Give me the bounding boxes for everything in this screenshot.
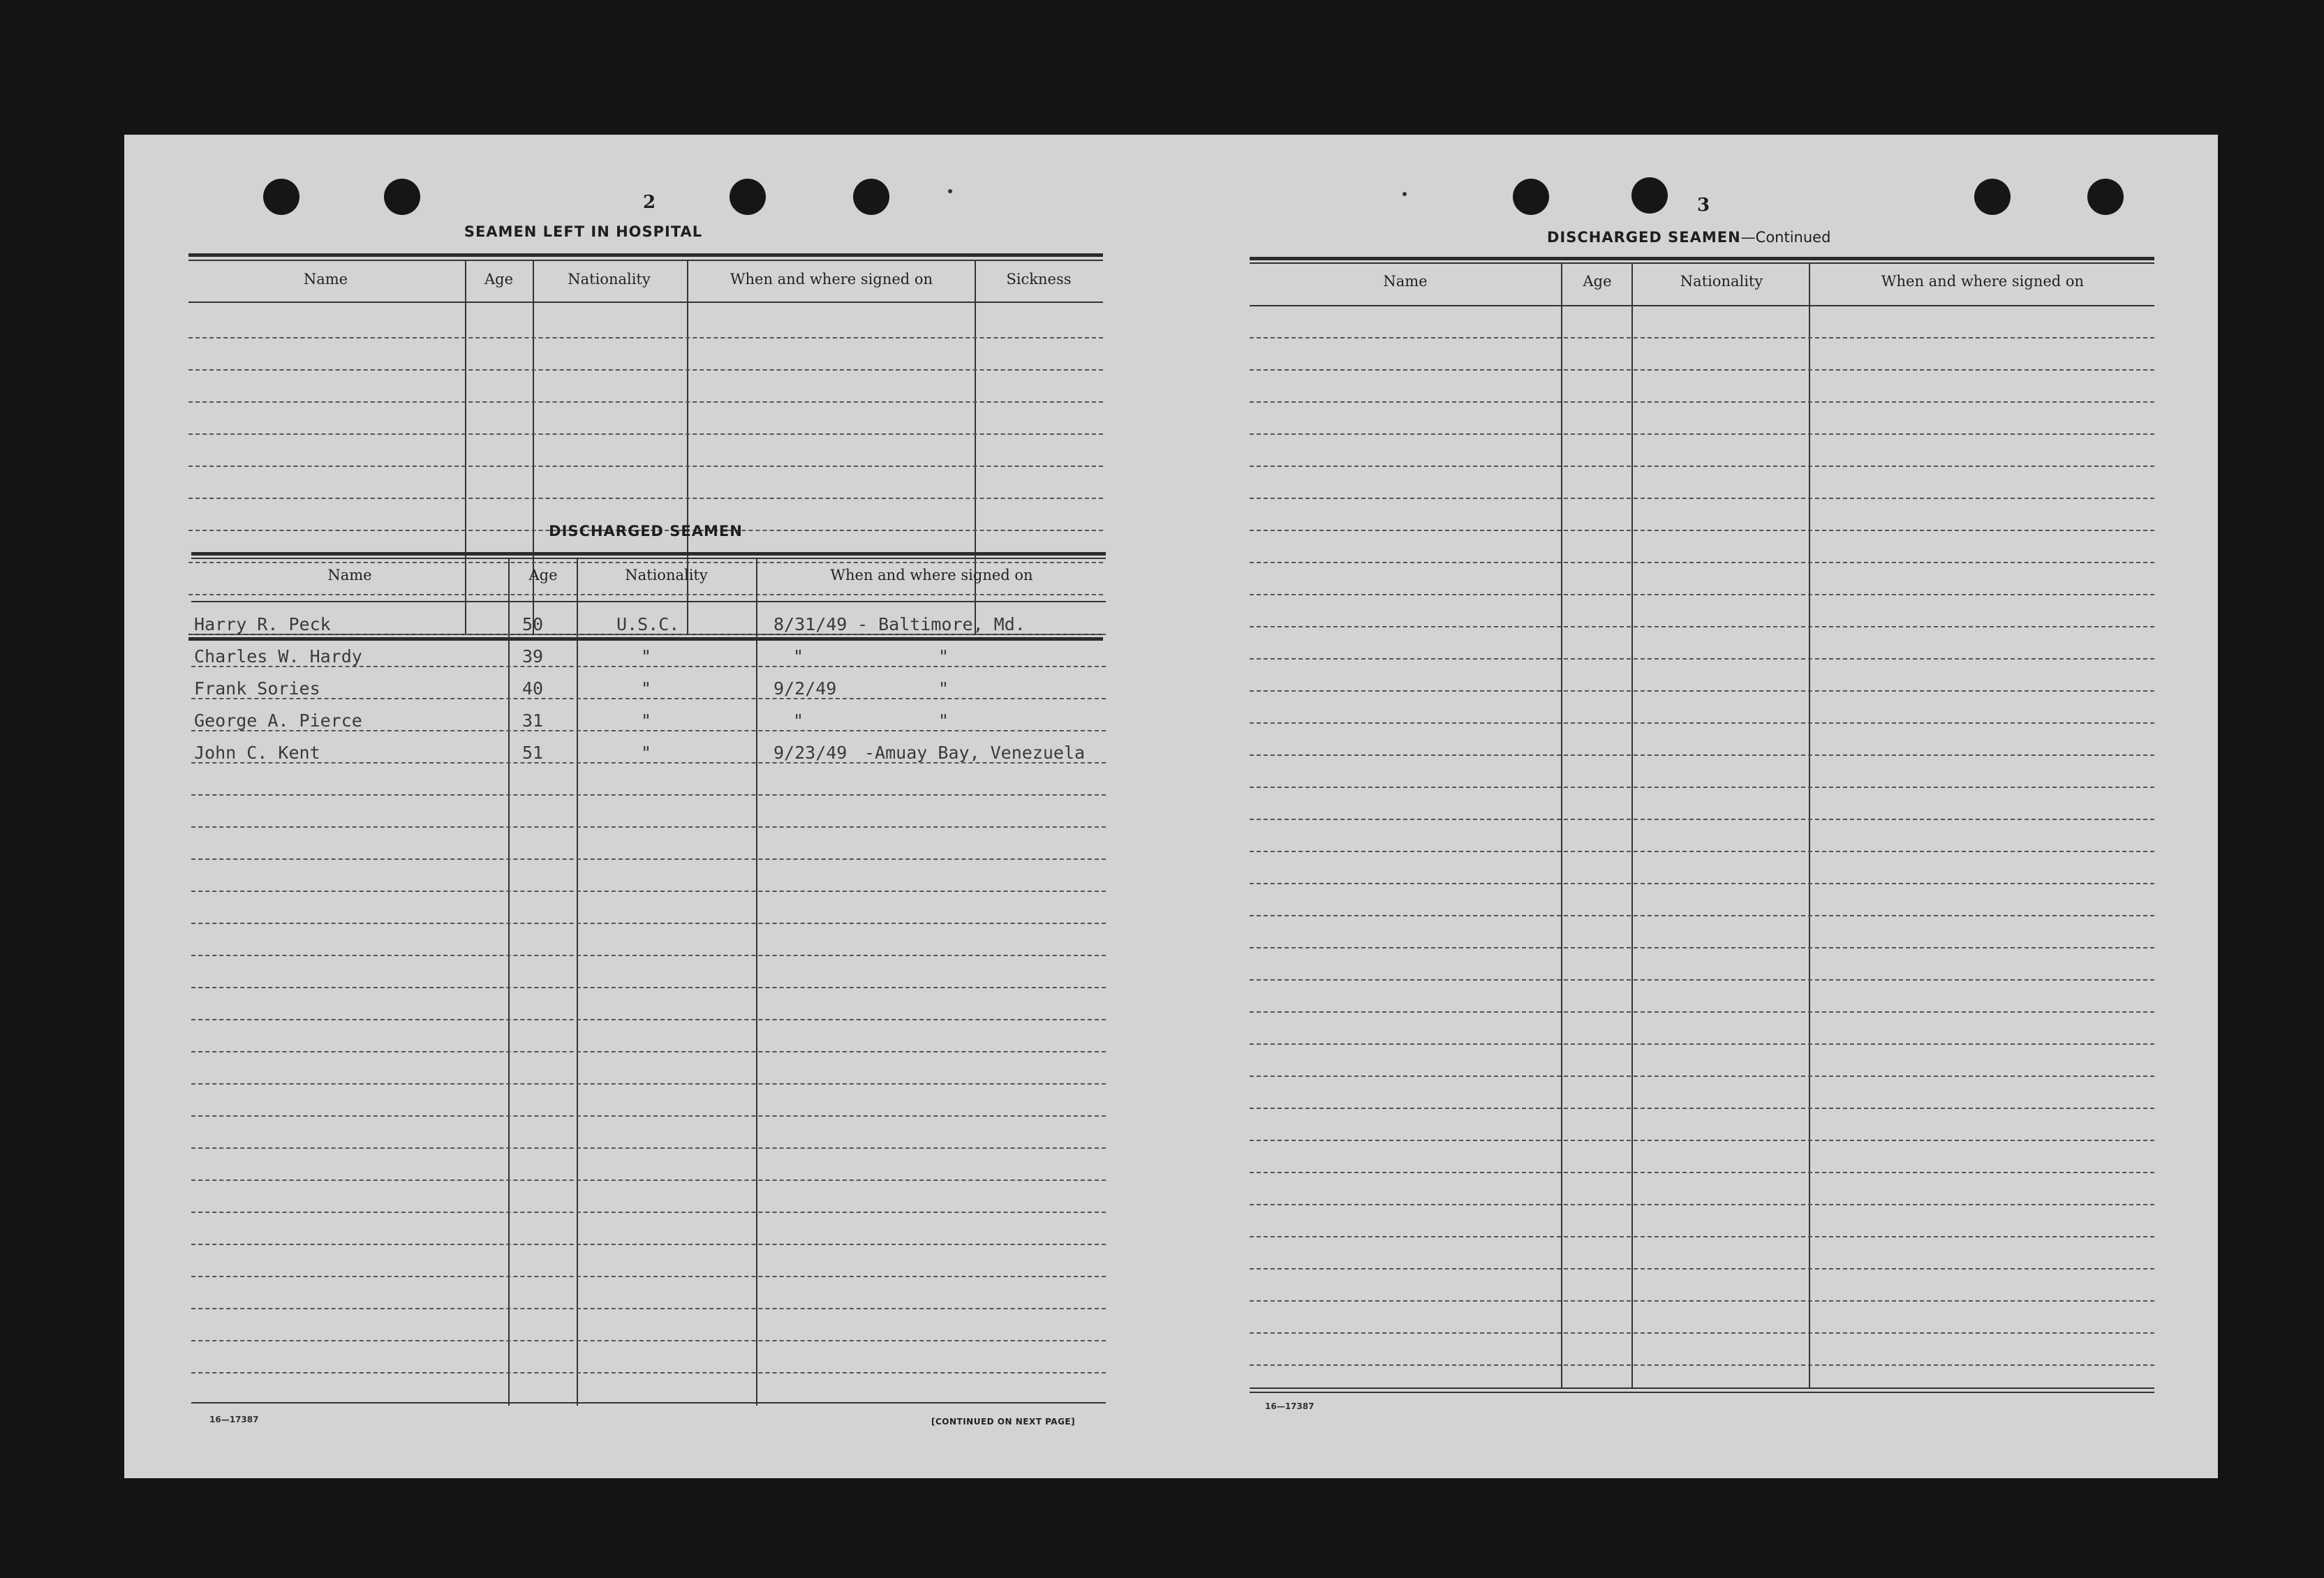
entry-nationality: " [641, 743, 652, 763]
entry-date: 9/2/49 [774, 678, 837, 699]
discharged-bottom-rule [191, 1402, 1106, 1404]
punch-hole-4 [853, 179, 889, 215]
ruled-line [188, 337, 1103, 338]
entry-name: Frank Sories [194, 678, 320, 699]
continued-note: [CONTINUED ON NEXT PAGE] [931, 1417, 1076, 1427]
ruled-line [1250, 1332, 2154, 1334]
ruled-line [1250, 337, 2154, 338]
ruled-line [191, 1179, 1106, 1181]
discharged-continued-title [1547, 229, 2324, 246]
hospital-col-name: Name [303, 271, 348, 288]
ruled-line [191, 891, 1106, 892]
right-top-rule-thin [1250, 262, 2154, 264]
form-code-right: 16—17387 [1265, 1401, 1315, 1411]
punch-hole-2 [384, 179, 420, 215]
ruled-line [1250, 433, 2154, 435]
ruled-line [1250, 1011, 2154, 1013]
ruled-line [1250, 947, 2154, 948]
entry-place: " [938, 710, 949, 731]
ruled-line [1250, 851, 2154, 852]
ruled-line [191, 1340, 1106, 1341]
entry-date: 8/31/49 [774, 614, 848, 634]
discharged-divider [508, 558, 510, 1406]
ruled-line [1250, 690, 2154, 692]
ruled-line [1250, 498, 2154, 499]
ruled-line [1250, 658, 2154, 660]
hospital-col-sickness: Sickness [1006, 271, 1072, 288]
discharged-col-nationality: Nationality [625, 567, 708, 583]
right-bottom-rule-2 [1250, 1392, 2154, 1393]
ruled-line [1250, 979, 2154, 981]
ruled-line [191, 1115, 1106, 1117]
ruled-line [191, 1372, 1106, 1374]
entry-nationality: " [641, 678, 652, 699]
ruled-line [1250, 1236, 2154, 1237]
entry-date: 9/23/49 [774, 743, 848, 763]
ruled-line [1250, 754, 2154, 756]
entry-nationality: " [641, 710, 652, 731]
punch-hole-5 [1513, 179, 1549, 215]
ruled-line [1250, 1172, 2154, 1173]
ruled-line [188, 433, 1103, 435]
ruled-line [191, 826, 1106, 828]
entry-date: " [793, 710, 804, 731]
entry-place: -Amuay Bay, Venezuela [864, 743, 1086, 763]
ruled-line [188, 498, 1103, 499]
discharged-col-when-where: When and where signed on [830, 567, 1033, 583]
discharged-continued-title-suffix: —Continued [1740, 229, 1831, 246]
ruled-line [1250, 1300, 2154, 1302]
page-number-right: 3 [1697, 195, 1710, 216]
right-col-nationality: Nationality [1680, 273, 1763, 290]
ruled-line [188, 401, 1103, 403]
right-divider [1561, 262, 1562, 1387]
ruled-line [1250, 466, 2154, 467]
ruled-line [188, 594, 1103, 595]
ruled-line [188, 369, 1103, 371]
entry-place: " [938, 678, 949, 699]
hospital-header-rule [188, 302, 1103, 303]
hospital-top-rule-thin [188, 260, 1103, 261]
hospital-section-title: SEAMEN LEFT IN HOSPITAL [464, 223, 703, 240]
ruled-line [188, 562, 1103, 563]
ruled-line [1250, 1140, 2154, 1141]
ruled-line [191, 794, 1106, 796]
right-top-rule [1250, 257, 2154, 260]
entry-name: George A. Pierce [194, 710, 362, 731]
ruled-line [191, 1244, 1106, 1245]
entry-age: 39 [522, 646, 544, 667]
hospital-col-when-where: When and where signed on [730, 271, 933, 288]
discharged-section-title: DISCHARGED SEAMEN [549, 523, 743, 539]
ruled-line [1250, 819, 2154, 820]
ruled-line [191, 1083, 1106, 1085]
right-bottom-rule [1250, 1387, 2154, 1389]
ruled-line [1250, 594, 2154, 595]
ruled-line [1250, 562, 2154, 563]
ruled-line [191, 955, 1106, 956]
entry-age: 51 [522, 743, 544, 763]
right-col-when-where: When and where signed on [1881, 273, 2085, 290]
hospital-top-rule [188, 253, 1103, 257]
punch-hole-1 [263, 179, 299, 215]
form-code-left: 16—17387 [209, 1415, 259, 1424]
ruled-line [191, 1147, 1106, 1149]
entry-age: 31 [522, 710, 544, 731]
ruled-line [1250, 787, 2154, 788]
ruled-line [1250, 883, 2154, 884]
ruled-line [191, 1276, 1106, 1277]
ruled-line [1250, 626, 2154, 627]
register-sheet [124, 135, 2218, 1478]
ruled-line [1250, 1268, 2154, 1270]
ruled-line [191, 1051, 1106, 1052]
punch-hole-8 [2087, 179, 2124, 215]
ruled-line [191, 1212, 1106, 1213]
hospital-col-age: Age [484, 271, 514, 288]
ruled-line [1250, 369, 2154, 371]
ruled-line [1250, 1075, 2154, 1077]
page-number-left: 2 [643, 192, 656, 213]
punch-hole-7 [1974, 179, 2011, 215]
discharged-header-rule [191, 601, 1106, 602]
ruled-line [1250, 530, 2154, 531]
entry-nationality: U.S.C. [616, 614, 680, 634]
discharged-top-rule [191, 552, 1106, 556]
ruled-line [1250, 1043, 2154, 1045]
right-header-rule [1250, 305, 2154, 306]
ruled-line [1250, 1364, 2154, 1366]
right-col-age: Age [1583, 273, 1612, 290]
ruled-line [1250, 915, 2154, 916]
entry-date: " [793, 646, 804, 667]
punch-hole-6 [1631, 177, 1668, 214]
ruled-line [191, 1019, 1106, 1020]
entry-nationality: " [641, 646, 652, 667]
punch-hole-3 [730, 179, 766, 215]
discharged-col-name: Name [327, 567, 372, 583]
entry-name: John C. Kent [194, 743, 320, 763]
right-divider [1631, 262, 1633, 1387]
speck [948, 189, 952, 193]
right-col-name: Name [1383, 273, 1428, 290]
entry-age: 40 [522, 678, 544, 699]
ruled-line [191, 1308, 1106, 1309]
ruled-line [191, 858, 1106, 860]
discharged-top-rule-thin [191, 558, 1106, 559]
ruled-line [1250, 401, 2154, 403]
speck [1402, 192, 1407, 196]
ruled-line [188, 466, 1103, 467]
entry-place: " [938, 646, 949, 667]
entry-age: 50 [522, 614, 544, 634]
discharged-divider [577, 558, 578, 1406]
discharged-continued-title-main: DISCHARGED SEAMEN [1547, 229, 1741, 246]
ruled-line [191, 923, 1106, 924]
ruled-line [191, 987, 1106, 988]
ruled-line [1250, 1204, 2154, 1205]
hospital-col-nationality: Nationality [568, 271, 651, 288]
discharged-divider [756, 558, 757, 1406]
hospital-bottom-rule-thick [188, 637, 1103, 641]
ruled-line [1250, 722, 2154, 724]
ruled-line [1250, 1108, 2154, 1109]
discharged-col-age: Age [528, 567, 558, 583]
entry-place: - Baltimore, Md. [857, 614, 1026, 634]
entry-name: Harry R. Peck [194, 614, 331, 634]
entry-name: Charles W. Hardy [194, 646, 362, 667]
right-divider [1809, 262, 1810, 1387]
